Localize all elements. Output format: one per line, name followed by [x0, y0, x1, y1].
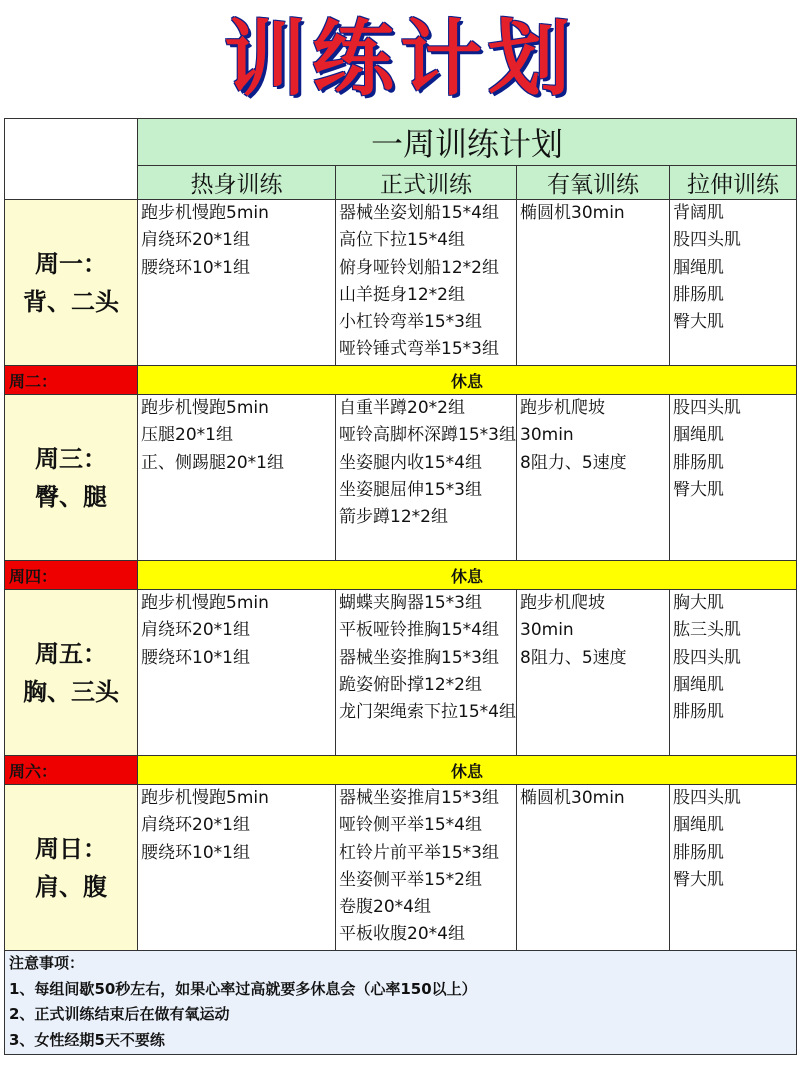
- list-item: 30min: [520, 425, 574, 446]
- stretch-cell: [670, 395, 797, 561]
- list-item: 高位下拉15*4组: [339, 230, 465, 251]
- column-header-cardio: 有氧训练: [517, 166, 670, 200]
- main-training-cell: [336, 395, 517, 561]
- list-item: 压腿20*1组: [141, 425, 233, 446]
- main-training-cell: [336, 200, 517, 366]
- list-item: 坐姿侧平举15*2组: [339, 869, 482, 890]
- list-item: 臀大肌: [673, 869, 724, 890]
- main-training-cell: [336, 590, 517, 756]
- list-item: 龙门架绳索下拉15*4组: [339, 702, 516, 723]
- cardio-cell: [517, 200, 670, 366]
- list-item: 股四头肌: [673, 788, 741, 808]
- list-item: 跑步机慢跑5min: [141, 593, 269, 613]
- list-item: 肩绕环20*1组: [141, 620, 250, 641]
- cardio-cell: [517, 590, 670, 756]
- rest-day-label: 周四：: [5, 561, 138, 590]
- list-item: 坐姿腿内收15*4组: [339, 452, 482, 473]
- list-item: 跑步机爬坡: [520, 593, 605, 613]
- list-item: 跑步机慢跑5min: [141, 788, 269, 808]
- list-item: 腓肠肌: [673, 702, 724, 723]
- table-row-day-1: [5, 395, 797, 561]
- rest-label: 休息: [138, 756, 797, 785]
- day-name: 周日：: [35, 834, 107, 863]
- list-item: 30min: [520, 620, 574, 641]
- list-item: 哑铃高脚杯深蹲15*3组: [339, 425, 516, 446]
- list-item: 腰绕环10*1组: [141, 647, 250, 668]
- notes-heading: 注意事项：: [9, 954, 85, 972]
- day-name: 周五：: [35, 639, 107, 668]
- list-item: 跑步机爬坡: [520, 398, 605, 418]
- list-item: 腓肠肌: [673, 284, 724, 305]
- day-label-cell: [5, 785, 138, 951]
- warmup-cell: [138, 785, 336, 951]
- training-plan-table: [4, 118, 797, 1055]
- list-item: 卷腹20*4组: [339, 897, 431, 918]
- notes-row: [5, 951, 797, 1055]
- cardio-cell: [517, 395, 670, 561]
- list-item: 腓肠肌: [673, 452, 724, 473]
- list-item: 山羊挺身12*2组: [339, 284, 465, 305]
- list-item: 股四头肌: [673, 647, 741, 668]
- stretch-cell: [670, 200, 797, 366]
- list-item: 臀大肌: [673, 312, 724, 333]
- table-main-header: 一周训练计划: [138, 119, 797, 166]
- stretch-cell: [670, 590, 797, 756]
- list-item: 8阻力、5速度: [520, 647, 627, 668]
- list-item: 箭步蹲12*2组: [339, 507, 448, 528]
- list-item: 腰绕环10*1组: [141, 257, 250, 278]
- list-item: 坐姿腿屈伸15*3组: [339, 479, 482, 500]
- list-item: 跑步机慢跑5min: [141, 398, 269, 418]
- list-item: 正、侧踢腿20*1组: [141, 452, 284, 473]
- list-item: 8阻力、5速度: [520, 452, 627, 473]
- list-item: 跪姿俯卧撑12*2组: [339, 674, 482, 695]
- table-row-rest-0: [5, 366, 797, 395]
- stretch-cell: [670, 785, 797, 951]
- list-item: 股四头肌: [673, 230, 741, 251]
- list-item: 俯身哑铃划船12*2组: [339, 257, 499, 278]
- table-row-day-2: [5, 590, 797, 756]
- list-item: 背阔肌: [673, 203, 724, 223]
- note-item: 1、每组间歇50秒左右，如果心率过高就要多休息会（心率150以上）: [9, 979, 477, 998]
- corner-cell: [5, 119, 138, 200]
- list-item: 小杠铃弯举15*3组: [339, 312, 482, 333]
- table-row-day-0: [5, 200, 797, 366]
- list-item: 腘绳肌: [673, 674, 724, 695]
- warmup-cell: [138, 395, 336, 561]
- rest-label: 休息: [138, 561, 797, 590]
- page-title: 训练计划: [223, 12, 576, 107]
- list-item: 器械坐姿推肩15*3组: [339, 788, 499, 808]
- column-header-stretch: 拉伸训练: [670, 166, 797, 200]
- cardio-cell: [517, 785, 670, 951]
- list-item: 哑铃锤式弯举15*3组: [339, 339, 499, 360]
- note-item: 3、女性经期5天不要练: [9, 1030, 165, 1049]
- list-item: 肱三头肌: [673, 620, 741, 641]
- rest-label: 休息: [138, 366, 797, 395]
- list-item: 杠铃片前平举15*3组: [339, 842, 499, 863]
- list-item: 腰绕环10*1组: [141, 842, 250, 863]
- table-row-rest-1: [5, 561, 797, 590]
- list-item: 椭圆机30min: [520, 203, 625, 223]
- list-item: 肩绕环20*1组: [141, 815, 250, 836]
- day-focus: 肩、腹: [35, 872, 107, 901]
- warmup-cell: [138, 590, 336, 756]
- day-name: 周一：: [35, 249, 107, 278]
- list-item: 蝴蝶夹胸器15*3组: [339, 593, 482, 613]
- list-item: 器械坐姿推胸15*3组: [339, 647, 499, 668]
- list-item: 腓肠肌: [673, 842, 724, 863]
- note-item: 2、正式训练结束后在做有氧运动: [9, 1005, 230, 1023]
- list-item: 哑铃侧平举15*4组: [339, 815, 482, 836]
- column-header-main: 正式训练: [336, 166, 517, 200]
- main-training-cell: [336, 785, 517, 951]
- day-name: 周三：: [35, 444, 107, 473]
- day-focus: 臀、腿: [35, 482, 107, 511]
- table-row-day-3: [5, 785, 797, 951]
- list-item: 胸大肌: [673, 593, 724, 613]
- notes-cell: [5, 951, 797, 1055]
- column-header-warmup: 热身训练: [138, 166, 336, 200]
- list-item: 平板哑铃推胸15*4组: [339, 620, 499, 641]
- list-item: 臀大肌: [673, 479, 724, 500]
- day-focus: 背、二头: [23, 287, 119, 316]
- list-item: 自重半蹲20*2组: [339, 398, 465, 418]
- day-label-cell: [5, 200, 138, 366]
- list-item: 腘绳肌: [673, 257, 724, 278]
- table-row-rest-2: [5, 756, 797, 785]
- list-item: 股四头肌: [673, 398, 741, 418]
- list-item: 腘绳肌: [673, 815, 724, 836]
- list-item: 腘绳肌: [673, 425, 724, 446]
- rest-day-label: 周二：: [5, 366, 138, 395]
- day-label-cell: [5, 395, 138, 561]
- warmup-cell: [138, 200, 336, 366]
- list-item: 器械坐姿划船15*4组: [339, 203, 499, 223]
- list-item: 跑步机慢跑5min: [141, 203, 269, 223]
- list-item: 肩绕环20*1组: [141, 230, 250, 251]
- rest-day-label: 周六：: [5, 756, 138, 785]
- day-focus: 胸、三头: [23, 677, 119, 706]
- day-label-cell: [5, 590, 138, 756]
- list-item: 椭圆机30min: [520, 788, 625, 808]
- list-item: 平板收腹20*4组: [339, 924, 465, 945]
